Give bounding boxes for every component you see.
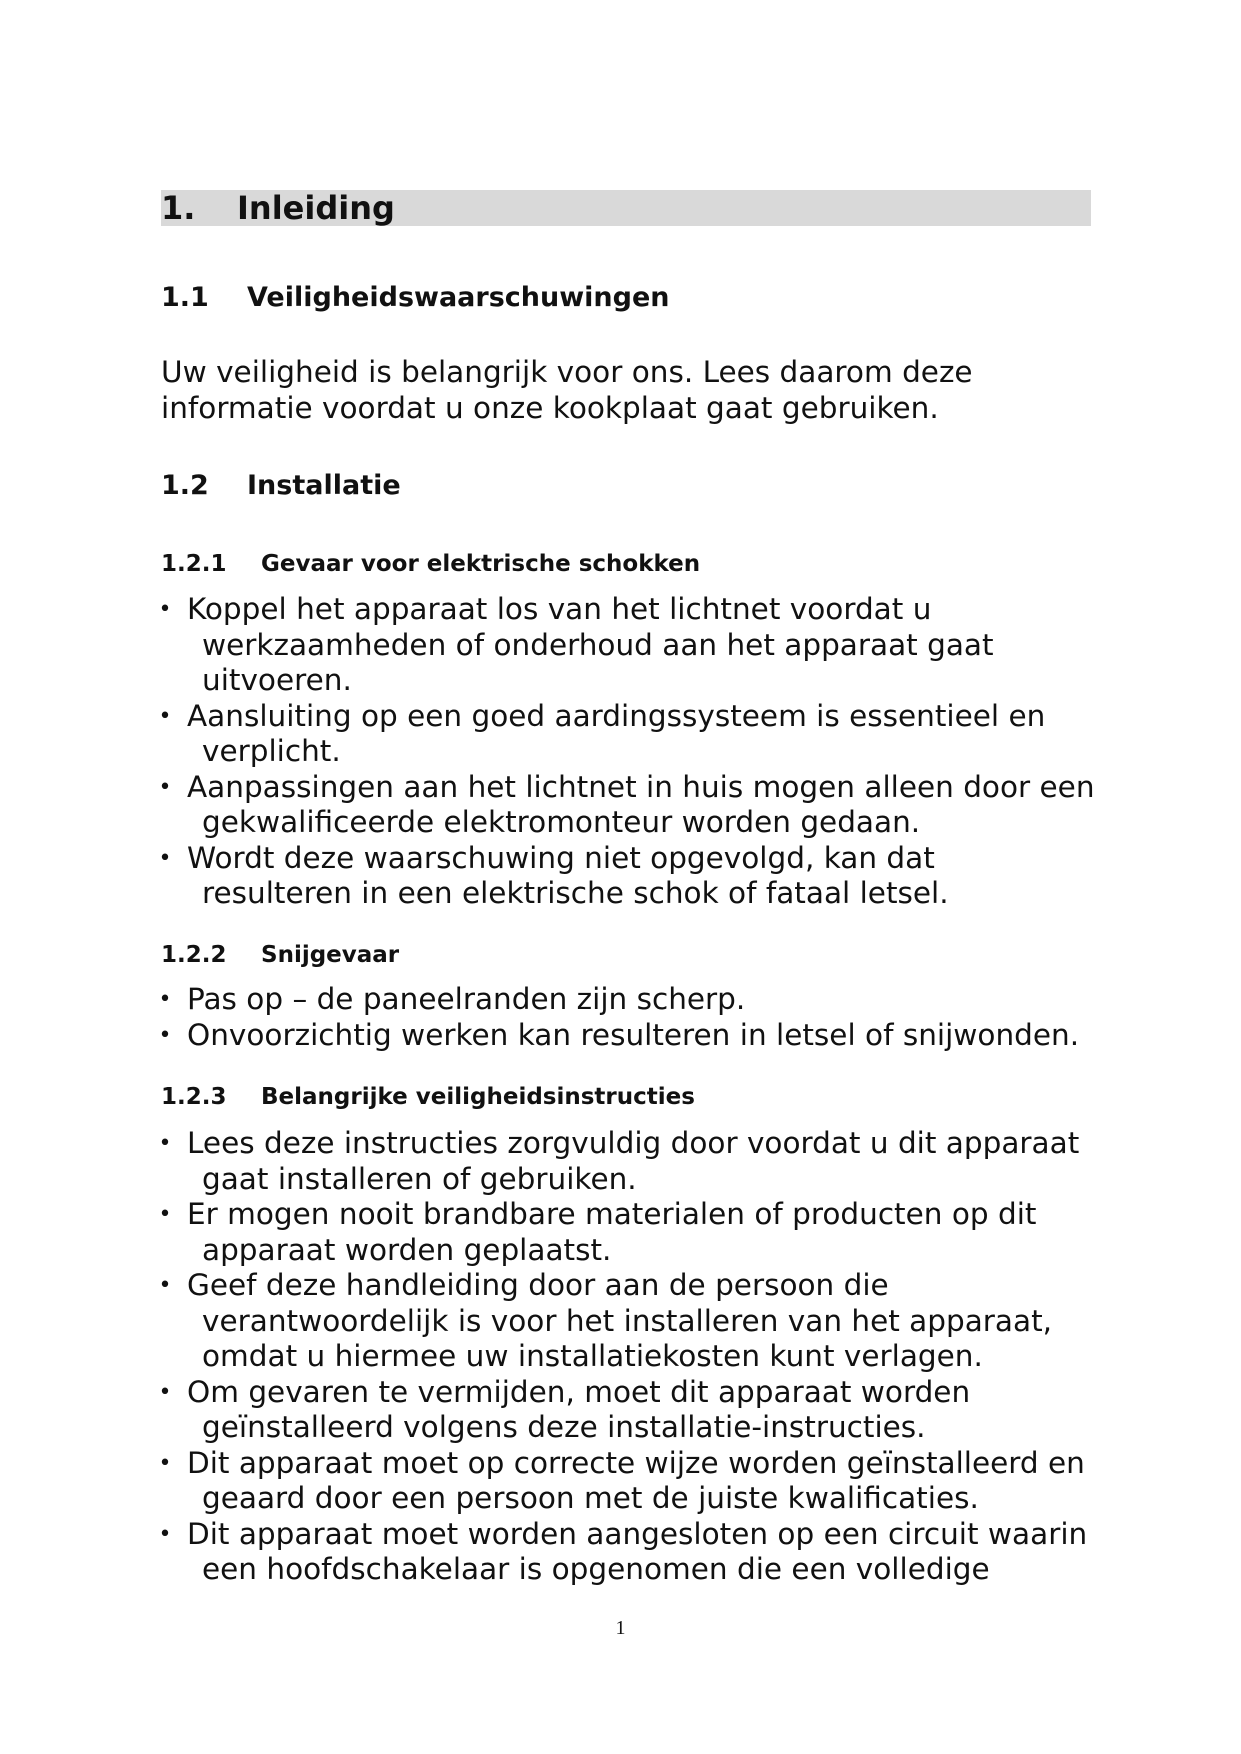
bullet-item	[158, 1516, 1088, 1588]
bullet-line: Lees deze instructies zorgvuldig door voordat u dit apparaat	[187, 1126, 1080, 1160]
bullet-icon: •	[158, 1450, 172, 1476]
bullet-item	[158, 1268, 1087, 1375]
bullet-icon: •	[158, 1022, 172, 1048]
bullet-item	[158, 840, 1095, 912]
bullet-line: Om gevaren te vermijden, moet dit apparaat worden	[187, 1374, 971, 1409]
bullet-icon: •	[158, 597, 172, 622]
bullet-line: omdat u hiermee uw installatiekosten kunt verlagen.	[202, 1339, 983, 1373]
section-number: 1.1	[161, 282, 209, 313]
bullet-line: uitvoeren.	[202, 663, 352, 697]
bullet-line: Koppel het apparaat los van het lichtnet voordat u	[187, 592, 932, 626]
bullet-icon: •	[158, 1202, 172, 1227]
bullet-icon: •	[158, 1273, 172, 1298]
bullet-icon: •	[158, 987, 172, 1012]
bullet-line: werkzaamheden of onderhoud aan het apparaat gaat	[202, 627, 994, 662]
bullet-icon: •	[158, 1131, 172, 1156]
bullet-item	[158, 1017, 1080, 1054]
chapter-number: 1.	[161, 189, 196, 227]
chapter-heading	[161, 190, 1091, 226]
bullet-line: Wordt deze waarschuwing niet opgevolgd, kan dat	[187, 840, 935, 875]
subsection-title: Snijgevaar	[261, 942, 400, 968]
bullet-item	[158, 1445, 1087, 1517]
section-heading-installation	[161, 470, 1061, 502]
bullet-item	[158, 982, 1079, 1018]
bullet-line: geaard door een persoon met de juiste kwalificaties.	[202, 1481, 979, 1515]
page-number: 1	[615, 1617, 626, 1639]
bullet-line: resulteren in een elektrische schok of fataal letsel.	[202, 876, 949, 910]
bullet-line: geïnstalleerd volgens deze installatie-instructies.	[202, 1410, 926, 1444]
section-title: Installatie	[247, 470, 401, 501]
paragraph-line: informatie voordat u onze kookplaat gaat gebruiken.	[161, 390, 939, 425]
bullet-line: gaat installeren of gebruiken.	[202, 1161, 637, 1196]
bullet-line: verplicht.	[202, 734, 341, 768]
bullet-list-safety-instructions	[158, 1126, 1088, 1588]
chapter-title: Inleiding	[237, 189, 395, 227]
section-title: Veiligheidswaarschuwingen	[247, 282, 670, 313]
bullet-list-cutting-hazard	[158, 982, 1080, 1053]
bullet-line: gekwalificeerde elektromonteur worden gedaan.	[202, 805, 921, 839]
bullet-line: een hoofdschakelaar is opgenomen die een volledige	[202, 1552, 990, 1586]
subsection-title: Belangrijke veiligheidsinstructies	[261, 1084, 695, 1110]
bullet-icon: •	[158, 1521, 172, 1547]
bullet-icon: •	[158, 774, 172, 800]
bullet-line: Aanpassingen aan het lichtnet in huis mogen alleen door een	[187, 769, 1095, 804]
bullet-line: apparaat worden geplaatst.	[202, 1232, 612, 1267]
section-number: 1.2	[161, 470, 209, 501]
bullet-icon: •	[158, 703, 172, 729]
bullet-item	[158, 592, 1095, 699]
bullet-line: Onvoorzichtig werken kan resulteren in letsel of snijwonden.	[187, 1017, 1080, 1052]
bullet-line: Dit apparaat moet worden aangesloten op een circuit waarin	[187, 1516, 1088, 1551]
bullet-line: Aansluiting op een goed aardingssysteem is essentieel en	[187, 698, 1046, 733]
subsection-heading-cutting-hazard	[161, 941, 1061, 969]
subsection-number: 1.2.1	[161, 551, 227, 577]
bullet-item	[158, 1374, 1087, 1446]
bullet-item	[158, 1126, 1087, 1197]
paragraph-line: Uw veiligheid is belangrijk voor ons. Lees daarom deze	[161, 355, 973, 389]
bullet-item	[158, 698, 1095, 770]
subsection-title: Gevaar voor elektrische schokken	[261, 551, 701, 577]
bullet-line: Pas op – de paneelranden zijn scherp.	[187, 982, 746, 1016]
bullet-line: Geef deze handleiding door aan de persoon die	[187, 1268, 889, 1302]
bullet-line: Er mogen nooit brandbare materialen of producten op dit	[187, 1197, 1037, 1231]
bullet-list-electric-shock	[158, 592, 1095, 912]
intro-paragraph	[161, 355, 973, 426]
bullet-item	[158, 769, 1095, 841]
bullet-icon: •	[158, 1379, 172, 1405]
section-heading-safety	[161, 282, 1061, 314]
bullet-line: verantwoordelijk is voor het installeren van het apparaat,	[202, 1303, 1053, 1338]
subsection-heading-electric-shock	[161, 550, 1061, 578]
bullet-line: Dit apparaat moet op correcte wijze worden geïnstalleerd en	[187, 1445, 1085, 1480]
subsection-heading-safety-instructions	[161, 1083, 1061, 1111]
subsection-number: 1.2.3	[161, 1084, 227, 1110]
bullet-icon: •	[158, 845, 172, 871]
subsection-number: 1.2.2	[161, 942, 227, 968]
bullet-item	[158, 1197, 1087, 1268]
